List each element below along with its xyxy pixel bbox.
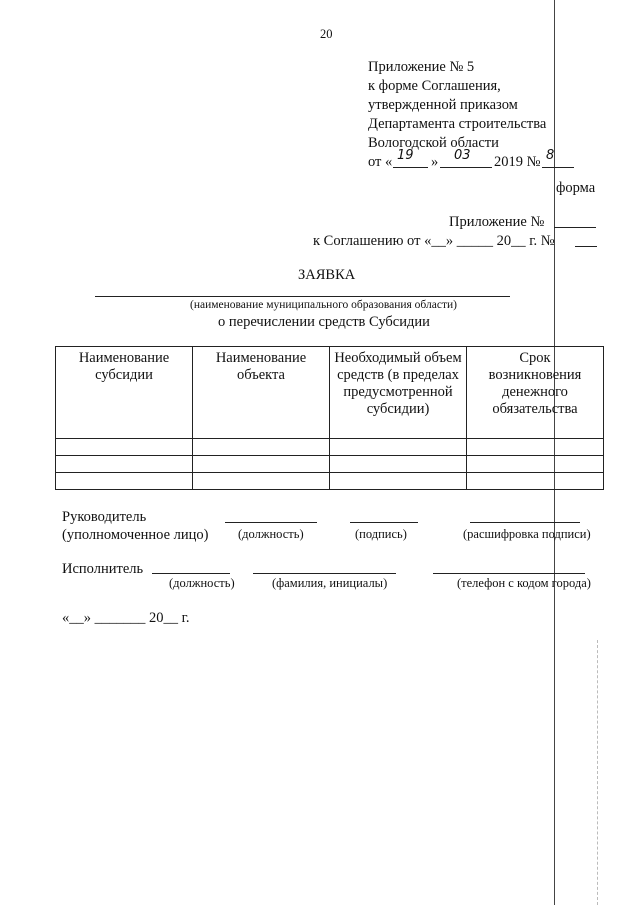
approval-month: 03 (454, 148, 471, 163)
column-header-subsidy: Наименование субсидии (56, 347, 193, 439)
approval-line-2: к форме Соглашения, (368, 78, 501, 94)
head-decoding-line (470, 522, 580, 523)
table-cell (56, 456, 193, 473)
table-row (56, 473, 604, 490)
column-header-amount: Необходимый объем средств (в пределах предусмотренной субсидии) (330, 347, 467, 439)
approval-line-4: Департамента строительства (368, 116, 547, 132)
approval-line-5: Вологодской области (368, 135, 499, 151)
attachment-line-1: Приложение № (449, 214, 545, 230)
approval-day: 19 (397, 148, 414, 163)
approval-line-3: утвержденной приказом (368, 97, 518, 113)
head-position-hint: (должность) (238, 527, 304, 541)
approval-number: 8 (546, 148, 555, 163)
attachment-line-2: к Соглашению от «__» _____ 20__ г. № (313, 233, 555, 249)
executor-label: Исполнитель (62, 561, 144, 577)
forma-label: форма (556, 180, 596, 196)
table-row (56, 456, 604, 473)
executor-phone-hint: (телефон с кодом города) (457, 576, 591, 590)
executor-phone-line (433, 573, 585, 574)
date-line: «__» _______ 20__ г. (62, 610, 190, 626)
municipality-underline (95, 296, 510, 297)
approval-date-mid: » (431, 154, 439, 170)
scan-edge-line (597, 640, 598, 905)
table-cell (193, 439, 330, 456)
table-cell (193, 456, 330, 473)
executor-position-line (152, 573, 230, 574)
attachment-line2-underline (575, 246, 597, 247)
table-cell (467, 456, 604, 473)
table-cell (330, 456, 467, 473)
document-subtitle: о перечислении средств Субсидии (218, 314, 430, 330)
approval-line-1: Приложение № 5 (368, 59, 475, 75)
approval-day-underline (393, 167, 428, 168)
head-label-line-1: Руководитель (62, 509, 147, 525)
column-header-deadline: Срок возникновения денежного обязательства (467, 347, 604, 439)
executor-name-line (253, 573, 396, 574)
table-cell (330, 473, 467, 490)
table-cell (467, 439, 604, 456)
table-row (56, 439, 604, 456)
column-header-object: Наименование объекта (193, 347, 330, 439)
table-cell (330, 439, 467, 456)
approval-year-number: 2019 № (494, 154, 541, 170)
executor-position-hint: (должность) (169, 576, 235, 590)
page-number: 20 (320, 27, 333, 41)
head-signature-line (350, 522, 418, 523)
approval-number-underline (542, 167, 574, 168)
document-title: ЗАЯВКА (298, 267, 356, 283)
request-table (55, 346, 604, 490)
attachment-number-underline (554, 227, 596, 228)
table-cell (56, 473, 193, 490)
table-header-row (56, 347, 604, 439)
head-label-line-2: (уполномоченное лицо) (62, 527, 209, 543)
table-cell (193, 473, 330, 490)
head-position-line (225, 522, 317, 523)
executor-name-hint: (фамилия, инициалы) (272, 576, 388, 590)
municipality-hint: (наименование муниципального образования области) (190, 299, 457, 311)
table-cell (467, 473, 604, 490)
head-signature-hint: (подпись) (355, 527, 407, 541)
approval-date-prefix: от « (368, 154, 393, 170)
head-decoding-hint: (расшифровка подписи) (463, 527, 591, 541)
table-cell (56, 439, 193, 456)
approval-month-underline (440, 167, 492, 168)
